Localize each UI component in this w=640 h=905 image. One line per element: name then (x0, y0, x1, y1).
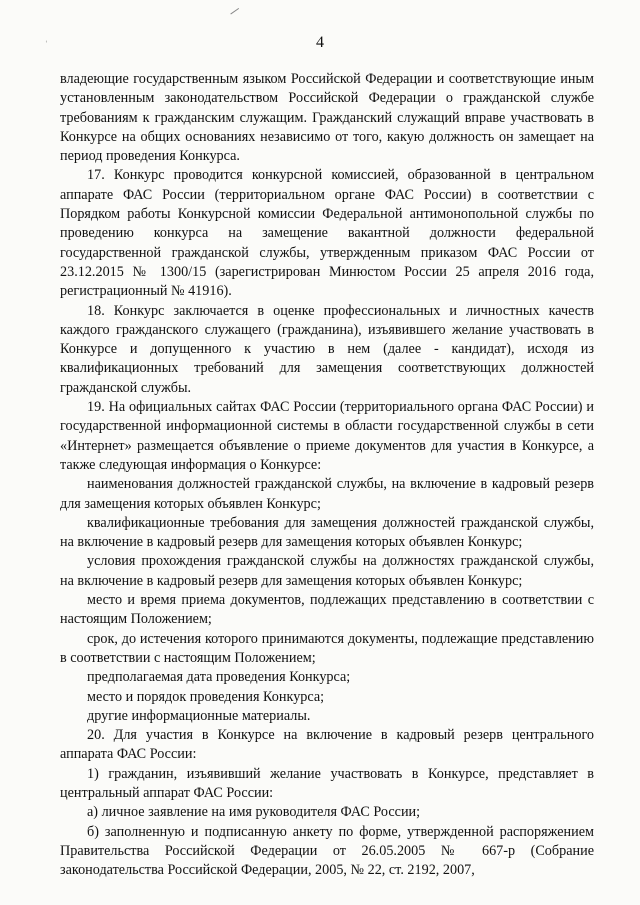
paragraph: 18. Конкурс заключается в оценке профессиональных и личностных качеств каждого гражданского служащего (гражданина), изъявившего желание участвовать в Конкурсе и допущенного к участию в нем (далее - кандидат), исходя из квалификационных требований для замещения соответствующих должностей гражданской службы. (60, 302, 594, 396)
scan-mark: ʿ (45, 40, 48, 49)
scan-stroke (230, 8, 243, 21)
paragraph: 19. На официальных сайтах ФАС России (территориального органа ФАС России) и государственной информационной системы в области государственной службы в сети «Интернет» размещается объявление о приеме документов для участия в Конкурсе, а также следующая информация о Конкурсе: (60, 399, 594, 473)
paragraph: место и порядок проведения Конкурса; (87, 688, 325, 705)
paragraph: квалификационные требования для замещения должностей гражданской службы, на включение в кадровый резерв для замещения которых объявлен Конкурс; (60, 514, 594, 551)
paragraph: б) заполненную и подписанную анкету по форме, утвержденной распоряжением Правительства Российской Федерации от 26.05.2005 № 667-р (Собрание законодательства Российской Федерации, 2005, № 22, ст. 2192, 2007, (60, 823, 594, 879)
page-number: 4 (316, 34, 324, 51)
paragraph: 20. Для участия в Конкурсе на включение в кадровый резерв центрального аппарата ФАС России: (60, 727, 594, 763)
paragraph: срок, до истечения которого принимаются документы, подлежащие представлению в соответствии с настоящим Положением; (60, 630, 594, 666)
paragraph: другие информационные материалы. (87, 707, 311, 724)
paragraph: предполагаемая дата проведения Конкурса; (87, 669, 351, 686)
paragraph: наименования должностей гражданской службы, на включение в кадровый резерв для замещения которых объявлен Конкурс; (60, 476, 594, 512)
paragraph: 17. Конкурс проводится конкурсной комиссией, образованной в центральном аппарате ФАС России (территориальном органе ФАС России) в соответствии с Порядком работы Конкурсной комиссии Федеральной антимонопольной службы по проведению конкурса на замещение вакантной должности федеральной государственной гражданской службы, утвержденным приказом ФАС России от 23.12.2015 № 1300/15 (зарегистрирован Минюстом России 25 апреля 2016 года, регистрационный № 41916). (60, 167, 594, 300)
document-body (60, 70, 594, 880)
paragraph: условия прохождения гражданской службы на должностях гражданской службы, на включение в кадровый резерв для замещения которых объявлен Конкурс; (60, 553, 594, 589)
paragraph: а) личное заявление на имя руководителя ФАС России; (87, 804, 421, 821)
paragraph: место и время приема документов, подлежащих представлению в соответствии с настоящим Положением; (60, 592, 594, 628)
paragraph: владеющие государственным языком Российской Федерации и соответствующие иным установленным законодательством Российской Федерации о гражданской службе требованиям к гражданским служащим. Гражданский служащий вправе участвовать в Конкурсе на общих основаниях независимо от того, какую должность он замещает на период проведения Конкурса. (60, 71, 594, 165)
paragraph: 1) гражданин, изъявивший желание участвовать в Конкурсе, представляет в центральный аппарат ФАС России: (60, 765, 594, 801)
